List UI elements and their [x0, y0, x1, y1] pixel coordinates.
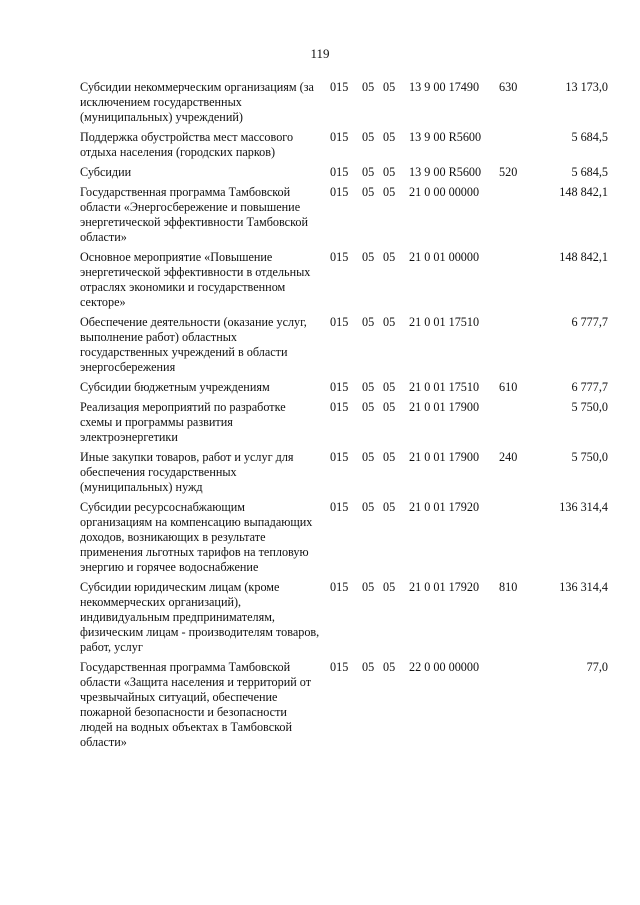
table-row: [0, 400, 640, 445]
row-name: Реализация мероприятий по разработке схемы и программы развития электроэнергетики: [80, 400, 286, 444]
row-rz: 05: [362, 380, 375, 394]
row-rz: 05: [362, 250, 375, 264]
row-pr: 05: [383, 660, 396, 674]
row-rz: 05: [362, 500, 375, 514]
row-ved: 015: [330, 165, 349, 179]
row-ved: 015: [330, 500, 349, 514]
row-sum: 13 173,0: [565, 80, 608, 94]
row-pr: 05: [383, 315, 396, 329]
row-rz: 05: [362, 315, 375, 329]
row-pr: 05: [383, 380, 396, 394]
row-vr: 240: [499, 450, 518, 464]
row-sum: 6 777,7: [571, 315, 608, 329]
row-vr: 810: [499, 580, 518, 594]
row-ved: 015: [330, 580, 349, 594]
row-ved: 015: [330, 250, 349, 264]
table-row: [0, 660, 640, 750]
row-cs: 21 0 01 17510: [409, 380, 480, 394]
row-sum: 148 842,1: [559, 185, 608, 199]
table-row: [0, 500, 640, 575]
row-pr: 05: [383, 80, 396, 94]
row-rz: 05: [362, 80, 375, 94]
row-name: Поддержка обустройства мест массового отдыха населения (городских парков): [80, 130, 294, 159]
row-pr: 05: [383, 250, 396, 264]
row-pr: 05: [383, 580, 396, 594]
row-name: Обеспечение деятельности (оказание услуг, выполнение работ) областных государственных учреждений в области энергосбережения: [80, 315, 307, 374]
row-vr: 630: [499, 80, 518, 94]
row-ved: 015: [330, 380, 349, 394]
table-row: [0, 250, 640, 310]
row-ved: 015: [330, 80, 349, 94]
budget-table: [0, 80, 640, 755]
row-ved: 015: [330, 400, 349, 414]
row-cs: 13 9 00 R5600: [409, 165, 482, 179]
row-pr: 05: [383, 185, 396, 199]
row-sum: 77,0: [586, 660, 608, 674]
row-name: Субсидии: [80, 165, 132, 179]
row-sum: 5 750,0: [571, 400, 608, 414]
row-sum: 5 750,0: [571, 450, 608, 464]
row-sum: 136 314,4: [559, 580, 608, 594]
table-row: [0, 380, 640, 395]
row-rz: 05: [362, 185, 375, 199]
row-cs: 21 0 01 17900: [409, 450, 480, 464]
row-name: Субсидии некоммерческим организациям (за исключением государственных (муниципальных) учреждений): [80, 80, 314, 124]
page-number: 119: [310, 46, 330, 61]
row-rz: 05: [362, 165, 375, 179]
table-row: [0, 450, 640, 495]
row-rz: 05: [362, 580, 375, 594]
row-cs: 22 0 00 00000: [409, 660, 480, 674]
row-cs: 21 0 00 00000: [409, 185, 480, 199]
row-rz: 05: [362, 450, 375, 464]
row-pr: 05: [383, 500, 396, 514]
table-row: [0, 130, 640, 160]
row-pr: 05: [383, 165, 396, 179]
row-ved: 015: [330, 130, 349, 144]
row-pr: 05: [383, 450, 396, 464]
row-cs: 21 0 01 00000: [409, 250, 480, 264]
row-cs: 13 9 00 17490: [409, 80, 480, 94]
row-ved: 015: [330, 185, 349, 199]
row-name: Государственная программа Тамбовской области «Защита населения и территорий от чрезвычайных ситуаций, обеспечение пожарной безопасности и безопасности людей на водных объектах в Тамбовской области»: [80, 660, 312, 749]
row-sum: 6 777,7: [571, 380, 608, 394]
row-rz: 05: [362, 660, 375, 674]
row-ved: 015: [330, 315, 349, 329]
row-cs: 21 0 01 17920: [409, 500, 480, 514]
row-cs: 21 0 01 17920: [409, 580, 480, 594]
row-rz: 05: [362, 130, 375, 144]
row-sum: 136 314,4: [559, 500, 608, 514]
row-pr: 05: [383, 130, 396, 144]
row-name: Основное мероприятие «Повышение энергетической эффективности в отдельных отраслях экономики и государственном секторе»: [80, 250, 311, 309]
table-row: [0, 80, 640, 125]
table-row: [0, 165, 640, 180]
row-name: Субсидии бюджетным учреждениям: [80, 380, 270, 394]
table-row: [0, 580, 640, 655]
row-sum: 5 684,5: [571, 130, 608, 144]
row-name: Субсидии юридическим лицам (кроме некоммерческих организаций), индивидуальным предпринимателям, физическим лицам - производителям товаров, работ, услуг: [80, 580, 320, 654]
row-cs: 21 0 01 17900: [409, 400, 480, 414]
row-ved: 015: [330, 450, 349, 464]
row-sum: 5 684,5: [571, 165, 608, 179]
row-vr: 520: [499, 165, 518, 179]
row-name: Субсидии ресурсоснабжающим организациям на компенсацию выпадающих доходов, возникающих в результате применения льготных тарифов на тепловую энергию и горячее водоснабжение: [80, 500, 313, 574]
row-rz: 05: [362, 400, 375, 414]
row-cs: 13 9 00 R5600: [409, 130, 482, 144]
row-vr: 610: [499, 380, 518, 394]
row-ved: 015: [330, 660, 349, 674]
row-name: Государственная программа Тамбовской области «Энергосбережение и повышение энергетической эффективности Тамбовской области»: [80, 185, 309, 244]
row-cs: 21 0 01 17510: [409, 315, 480, 329]
table-row: [0, 315, 640, 375]
row-sum: 148 842,1: [559, 250, 608, 264]
row-name: Иные закупки товаров, работ и услуг для обеспечения государственных (муниципальных) нужд: [80, 450, 294, 494]
table-row: [0, 185, 640, 245]
row-pr: 05: [383, 400, 396, 414]
